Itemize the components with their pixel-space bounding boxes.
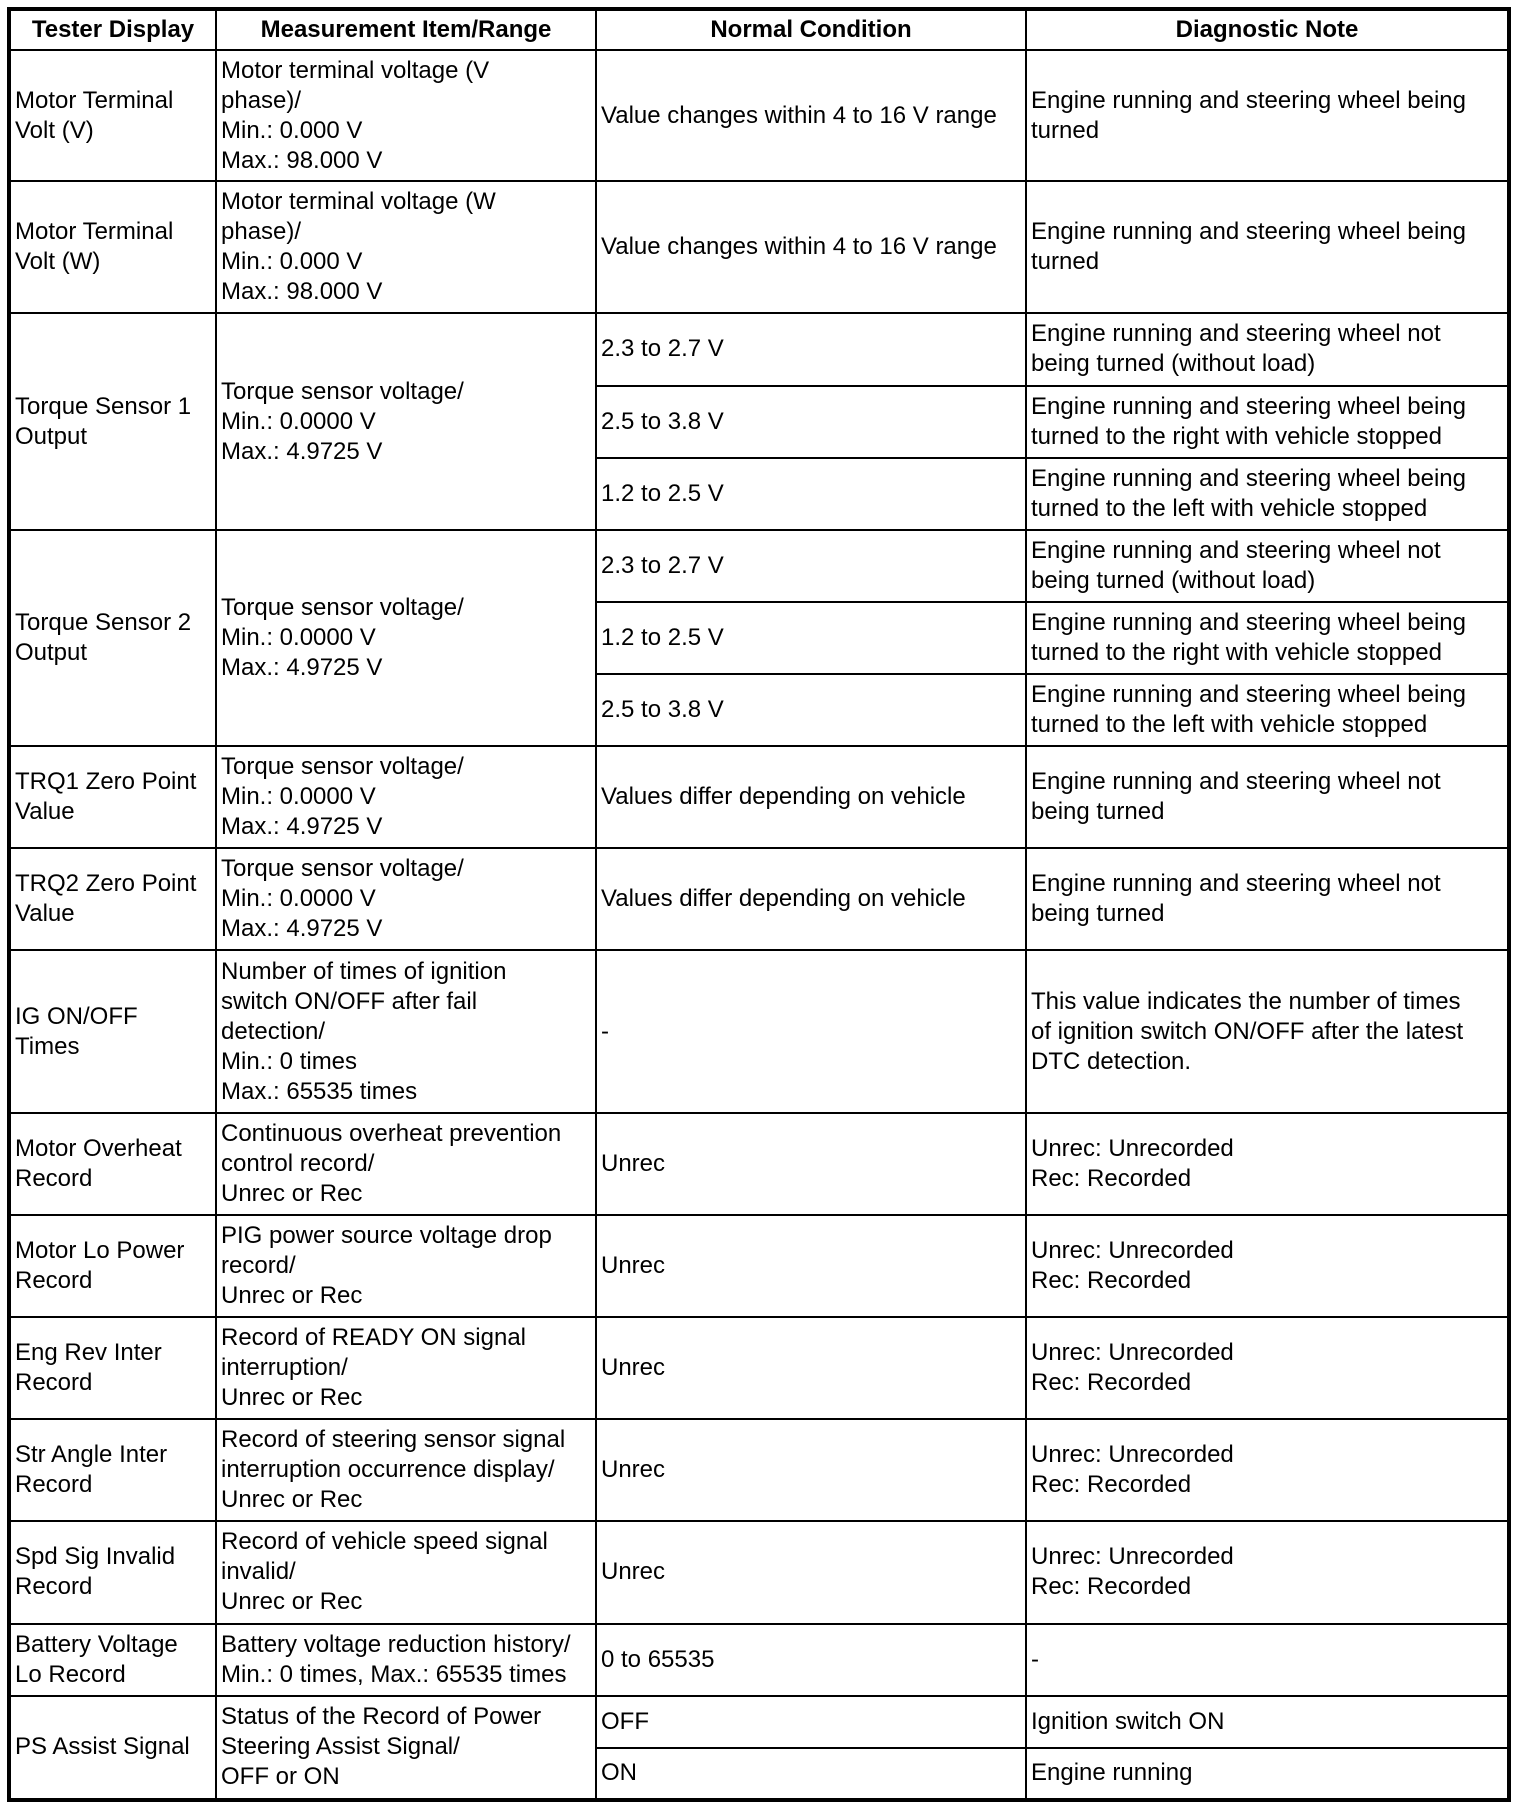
tester-display-cell: Motor Overheat Record [9, 1113, 216, 1215]
normal-condition-cell: 1.2 to 2.5 V [596, 458, 1026, 530]
table-row [9, 313, 1509, 385]
tester-display-cell: Motor Terminal Volt (V) [9, 50, 216, 181]
measurement-item-cell: Battery voltage reduction history/ Min.: 0 times, Max.: 65535 times [216, 1624, 596, 1696]
diagnostic-note-cell: Engine running and steering wheel being turned to the right with vehicle stopped [1026, 386, 1509, 458]
diagnostic-note-cell: This value indicates the number of times of ignition switch ON/OFF after the latest DTC detection. [1026, 950, 1509, 1112]
normal-condition-cell: Unrec [596, 1521, 1026, 1623]
normal-condition-cell: 1.2 to 2.5 V [596, 602, 1026, 674]
normal-condition-cell: 2.5 to 3.8 V [596, 674, 1026, 746]
measurement-item-cell: Status of the Record of Power Steering Assist Signal/ OFF or ON [216, 1696, 596, 1800]
diagnostic-note-cell: Engine running and steering wheel being turned to the left with vehicle stopped [1026, 458, 1509, 530]
tester-display-cell: Torque Sensor 1 Output [9, 313, 216, 529]
tester-display-cell: TRQ1 Zero Point Value [9, 746, 216, 848]
header-diagnostic-note: Diagnostic Note [1026, 9, 1509, 50]
diagnostic-note-cell: Unrec: Unrecorded Rec: Recorded [1026, 1113, 1509, 1215]
measurement-item-cell: Torque sensor voltage/ Min.: 0.0000 V Max.: 4.9725 V [216, 313, 596, 529]
measurement-item-cell: Number of times of ignition switch ON/OFF after fail detection/ Min.: 0 times Max.: 65535 times [216, 950, 596, 1112]
diagnostic-note-cell: Engine running and steering wheel not being turned [1026, 746, 1509, 848]
diagnostic-data-table [7, 7, 1511, 1802]
table-row [9, 530, 1509, 602]
table-row [9, 1215, 1509, 1317]
measurement-item-cell: Record of vehicle speed signal invalid/ Unrec or Rec [216, 1521, 596, 1623]
tester-display-cell: Motor Lo Power Record [9, 1215, 216, 1317]
table-row [9, 950, 1509, 1112]
measurement-item-cell: Record of READY ON signal interruption/ Unrec or Rec [216, 1317, 596, 1419]
normal-condition-cell: Value changes within 4 to 16 V range [596, 181, 1026, 313]
diagnostic-note-cell: - [1026, 1624, 1509, 1696]
normal-condition-cell: - [596, 950, 1026, 1112]
table-row [9, 181, 1509, 313]
table-row [9, 848, 1509, 950]
measurement-item-cell: PIG power source voltage drop record/ Unrec or Rec [216, 1215, 596, 1317]
normal-condition-cell: OFF [596, 1696, 1026, 1748]
diagnostic-note-cell: Unrec: Unrecorded Rec: Recorded [1026, 1317, 1509, 1419]
tester-display-cell: TRQ2 Zero Point Value [9, 848, 216, 950]
normal-condition-cell: 2.3 to 2.7 V [596, 313, 1026, 385]
diagnostic-note-cell: Engine running and steering wheel being turned [1026, 181, 1509, 313]
tester-display-cell: Str Angle Inter Record [9, 1419, 216, 1521]
normal-condition-cell: Unrec [596, 1317, 1026, 1419]
measurement-item-cell: Continuous overheat prevention control record/ Unrec or Rec [216, 1113, 596, 1215]
tester-display-cell: IG ON/OFF Times [9, 950, 216, 1112]
table-row [9, 1696, 1509, 1748]
measurement-item-cell: Torque sensor voltage/ Min.: 0.0000 V Max.: 4.9725 V [216, 746, 596, 848]
header-normal-condition: Normal Condition [596, 9, 1026, 50]
normal-condition-cell: Unrec [596, 1215, 1026, 1317]
table-row [9, 746, 1509, 848]
header-tester-display: Tester Display [9, 9, 216, 50]
tester-display-cell: Battery Voltage Lo Record [9, 1624, 216, 1696]
normal-condition-cell: 0 to 65535 [596, 1624, 1026, 1696]
measurement-item-cell: Motor terminal voltage (V phase)/ Min.: 0.000 V Max.: 98.000 V [216, 50, 596, 181]
measurement-item-cell: Torque sensor voltage/ Min.: 0.0000 V Max.: 4.9725 V [216, 530, 596, 746]
measurement-item-cell: Torque sensor voltage/ Min.: 0.0000 V Max.: 4.9725 V [216, 848, 596, 950]
table-row [9, 1521, 1509, 1623]
diagnostic-note-cell: Engine running and steering wheel being turned to the right with vehicle stopped [1026, 602, 1509, 674]
diagnostic-note-cell: Engine running and steering wheel not being turned (without load) [1026, 313, 1509, 385]
table-row [9, 50, 1509, 181]
diagnostic-note-cell: Unrec: Unrecorded Rec: Recorded [1026, 1419, 1509, 1521]
normal-condition-cell: 2.3 to 2.7 V [596, 530, 1026, 602]
header-row [9, 9, 1509, 50]
table-row [9, 1113, 1509, 1215]
tester-display-cell: Torque Sensor 2 Output [9, 530, 216, 746]
normal-condition-cell: Unrec [596, 1113, 1026, 1215]
tester-display-cell: PS Assist Signal [9, 1696, 216, 1800]
normal-condition-cell: Unrec [596, 1419, 1026, 1521]
diagnostic-note-cell: Engine running and steering wheel not being turned [1026, 848, 1509, 950]
normal-condition-cell: 2.5 to 3.8 V [596, 386, 1026, 458]
diagnostic-note-cell: Unrec: Unrecorded Rec: Recorded [1026, 1215, 1509, 1317]
normal-condition-cell: Values differ depending on vehicle [596, 848, 1026, 950]
diagnostic-note-cell: Engine running and steering wheel not being turned (without load) [1026, 530, 1509, 602]
diagnostic-note-cell: Unrec: Unrecorded Rec: Recorded [1026, 1521, 1509, 1623]
header-measurement-item: Measurement Item/Range [216, 9, 596, 50]
diagnostic-note-cell: Engine running [1026, 1748, 1509, 1800]
measurement-item-cell: Record of steering sensor signal interruption occurrence display/ Unrec or Rec [216, 1419, 596, 1521]
diagnostic-note-cell: Engine running and steering wheel being turned to the left with vehicle stopped [1026, 674, 1509, 746]
diagnostic-note-cell: Ignition switch ON [1026, 1696, 1509, 1748]
tester-display-cell: Eng Rev Inter Record [9, 1317, 216, 1419]
table-row [9, 1419, 1509, 1521]
normal-condition-cell: Value changes within 4 to 16 V range [596, 50, 1026, 181]
normal-condition-cell: ON [596, 1748, 1026, 1800]
normal-condition-cell: Values differ depending on vehicle [596, 746, 1026, 848]
diagnostic-note-cell: Engine running and steering wheel being turned [1026, 50, 1509, 181]
table-row [9, 1624, 1509, 1696]
tester-display-cell: Spd Sig Invalid Record [9, 1521, 216, 1623]
table-row [9, 1317, 1509, 1419]
tester-display-cell: Motor Terminal Volt (W) [9, 181, 216, 313]
measurement-item-cell: Motor terminal voltage (W phase)/ Min.: 0.000 V Max.: 98.000 V [216, 181, 596, 313]
